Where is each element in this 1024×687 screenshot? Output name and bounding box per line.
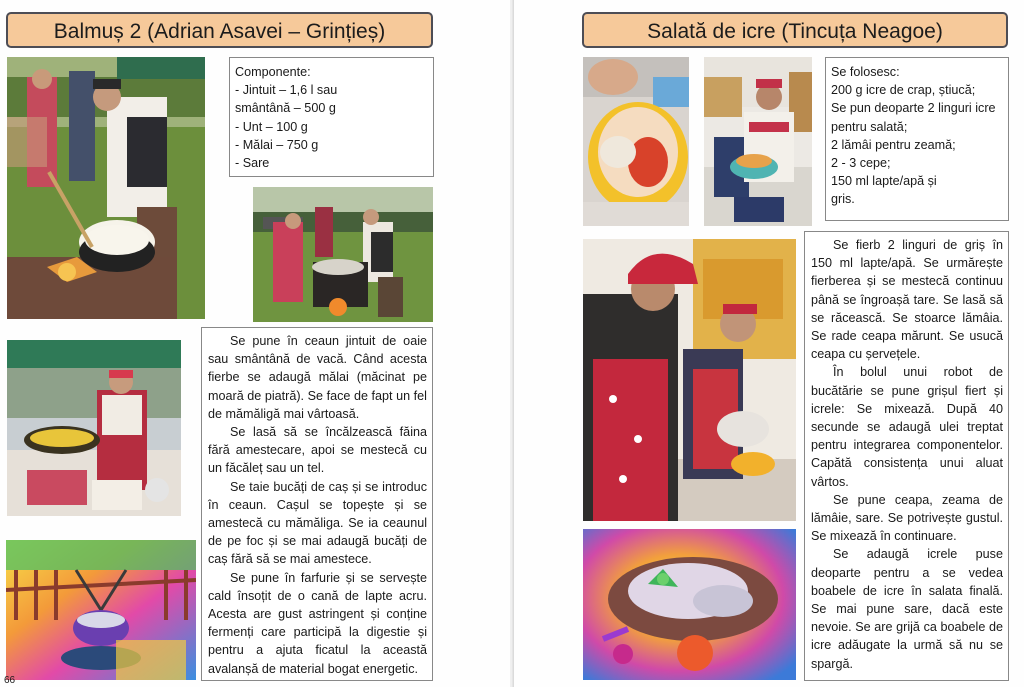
instruction-paragraph: Se lasă să se încălzească făina fără amestecare, apoi se mestecă cu un făcăleț sau un tel. (208, 425, 427, 476)
instruction-paragraph: În bolul unui robot de bucătărie se pune grișul fiert și icrele: Se mixează. După 40 secunde se adaugă ulei treptat pentru integrarea componentelor. Capătă consistența unui aluat vârtos. (811, 365, 1003, 489)
recipe-title-balmus: Balmuș 2 (Adrian Asavei – Grințieș) (6, 12, 433, 48)
instruction-paragraph: Se pune ceapa, zeama de lămâie, sare. Se potrivește gustul. Se mixează în continuare. (811, 492, 1003, 544)
ingredient-line: - Mălai – 750 g (235, 137, 319, 152)
ingredient-line: Se folosesc: (831, 65, 900, 79)
instructions-box-balmus (201, 327, 433, 681)
ingredient-line: pentru salată; (831, 119, 908, 134)
ingredient-line: - Jintuit – 1,6 l sau (235, 83, 338, 98)
page-number-left: 66 (4, 675, 16, 686)
photo-cooks-at-cauldron (253, 187, 433, 322)
ingredient-line: gris. (831, 192, 855, 207)
ingredients-box-balmus (229, 57, 434, 177)
ingredient-line: 200 g icre de crap, știucă; (831, 83, 976, 98)
instruction-paragraph: Se pune în ceaun jintuit de oaie sau smântână de vacă. Când acesta fierbe se adaugă mălai (măcinat pe moară de piatră). Se face de fapt un fel de mămăligă mai vârtoasă. (208, 334, 427, 421)
left-page (0, 0, 510, 687)
instruction-paragraph: Se adaugă icrele puse deoparte pentru a se vedea boabele de icre în salata finală. Se mai pune sare, dacă este nevoie. Se are grijă ca boabele de icre adăugate la urmă să nu se spargă. (811, 547, 1003, 671)
ingredient-line: 2 - 3 cepe; (831, 156, 891, 171)
ingredient-line: Componente: (235, 65, 311, 79)
ingredients-box-salata (825, 57, 1009, 221)
photo-cauldron-illustration (6, 540, 196, 680)
photo-woman-seated-with-bowl (704, 57, 812, 226)
photo-stirring-cauldron (7, 57, 205, 319)
instruction-paragraph: Se fierb 2 linguri de griș în 150 ml lapte/apă. Se urmărește fierberea și se mestecă continuu până se îngroașă tare. Se lasă să se răcească. Se stoarce lămâia. Se rade ceapa mărunt. Se usucă ceapa cu șervețele. (811, 238, 1003, 362)
ingredient-line: - Sare (235, 156, 270, 171)
instructions-box-salata (804, 231, 1009, 681)
ingredient-line: - Unt – 100 g (235, 119, 308, 134)
ingredient-line: Se pun deoparte 2 linguri icre (831, 101, 996, 116)
photo-woman-with-bowl (7, 340, 181, 516)
right-page (514, 0, 1024, 687)
instruction-paragraph: Se taie bucăți de caș și se introduc în ceaun. Cașul se topește și se amestecă cu mămăliga. Se ia ceaunul de pe foc și se mai adaugă bucăți de caș fără să se mai amestece. (208, 479, 427, 567)
instruction-paragraph: Se pune în farfurie și se servește cald însoțit de o cană de lapte acru. Acesta are gust astringent și conține fermenți care participă la digestie și pentru a ajuta ficatul la această avalanșă de material bogat energetic. (208, 570, 427, 676)
ingredient-line: 2 lămâi pentru zeamă; (831, 137, 956, 152)
photo-bowl-of-roe (583, 57, 689, 226)
photo-women-mixing (583, 239, 796, 521)
ingredient-line: smântână – 500 g (235, 101, 336, 116)
recipe-title-salata-icre: Salată de icre (Tincuța Neagoe) (582, 12, 1008, 48)
ingredient-line: 150 ml lapte/apă și (831, 174, 937, 189)
photo-plated-salad (583, 529, 796, 680)
